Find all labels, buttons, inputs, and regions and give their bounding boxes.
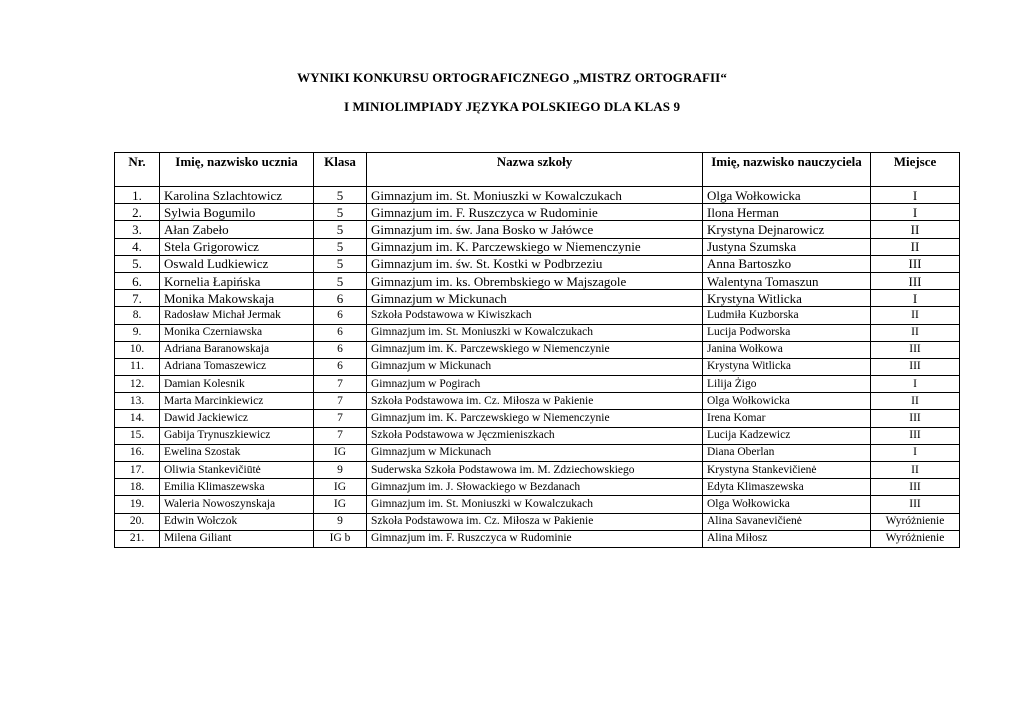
- row-number: 20.: [115, 513, 160, 530]
- school-name: Gimnazjum im. J. Słowackiego w Bezdanach: [367, 479, 703, 496]
- class-cell: 5: [314, 272, 367, 289]
- place-cell: II: [871, 307, 960, 324]
- row-number: 16.: [115, 444, 160, 461]
- place-cell: III: [871, 479, 960, 496]
- school-name: Gimnazjum w Mickunach: [367, 358, 703, 375]
- row-number: 5.: [115, 255, 160, 272]
- table-row: [115, 204, 960, 221]
- place-cell: Wyróżnienie: [871, 513, 960, 530]
- teacher-name: Edyta Klimaszewska: [703, 479, 871, 496]
- teacher-name: Krystyna Witlicka: [703, 358, 871, 375]
- class-cell: 6: [314, 307, 367, 324]
- school-name: Suderwska Szkoła Podstawowa im. M. Zdziechowskiego: [367, 462, 703, 479]
- place-cell: I: [871, 204, 960, 221]
- row-number: 15.: [115, 427, 160, 444]
- place-cell: III: [871, 496, 960, 513]
- school-name: Gimnazjum w Mickunach: [367, 444, 703, 461]
- school-name: Szkoła Podstawowa w Jęczmieniszkach: [367, 427, 703, 444]
- teacher-name: Irena Komar: [703, 410, 871, 427]
- results-table: [114, 152, 960, 548]
- school-name: Szkoła Podstawowa w Kiwiszkach: [367, 307, 703, 324]
- document-title: WYNIKI KONKURSU ORTOGRAFICZNEGO „MISTRZ ORTOGRAFII“: [297, 70, 727, 85]
- class-cell: 6: [314, 341, 367, 358]
- school-name: Gimnazjum im. F. Ruszczyca w Rudominie: [367, 204, 703, 221]
- place-cell: I: [871, 187, 960, 204]
- student-name: Ałan Zabeło: [160, 221, 314, 238]
- teacher-name: Lilija Żigo: [703, 376, 871, 393]
- student-name: Oliwia Stankevičiūtė: [160, 462, 314, 479]
- class-cell: 7: [314, 427, 367, 444]
- teacher-name: Alina Miłosz: [703, 530, 871, 547]
- row-number: 3.: [115, 221, 160, 238]
- class-cell: 5: [314, 187, 367, 204]
- school-name: Szkoła Podstawowa im. Cz. Miłosza w Pakienie: [367, 513, 703, 530]
- place-cell: III: [871, 341, 960, 358]
- student-name: Damian Kolesnik: [160, 376, 314, 393]
- place-cell: I: [871, 376, 960, 393]
- row-number: 12.: [115, 376, 160, 393]
- place-cell: III: [871, 255, 960, 272]
- teacher-name: Olga Wołkowicka: [703, 187, 871, 204]
- row-number: 10.: [115, 341, 160, 358]
- table-row: [115, 530, 960, 547]
- document-subtitle: I MINIOLIMPIADY JĘZYKA POLSKIEGO DLA KLAS 9: [343, 99, 681, 114]
- school-name: Gimnazjum w Mickunach: [367, 290, 703, 307]
- table-row: [115, 496, 960, 513]
- student-name: Marta Marcinkiewicz: [160, 393, 314, 410]
- row-number: 8.: [115, 307, 160, 324]
- student-name: Monika Makowskaja: [160, 290, 314, 307]
- teacher-name: Krystyna Dejnarowicz: [703, 221, 871, 238]
- class-cell: 9: [314, 513, 367, 530]
- place-cell: II: [871, 238, 960, 255]
- student-name: Dawid Jackiewicz: [160, 410, 314, 427]
- student-name: Waleria Nowoszynskaja: [160, 496, 314, 513]
- header-class: Klasa: [314, 153, 367, 187]
- table-row: [115, 187, 960, 204]
- row-number: 9.: [115, 324, 160, 341]
- teacher-name: Janina Wołkowa: [703, 341, 871, 358]
- school-name: Gimnazjum im. K. Parczewskiego w Niemenczynie: [367, 238, 703, 255]
- place-cell: II: [871, 324, 960, 341]
- class-cell: 6: [314, 290, 367, 307]
- table-row: [115, 462, 960, 479]
- table-row: [115, 290, 960, 307]
- teacher-name: Lucija Kadzewicz: [703, 427, 871, 444]
- place-cell: I: [871, 444, 960, 461]
- table-row: [115, 444, 960, 461]
- row-number: 14.: [115, 410, 160, 427]
- school-name: Gimnazjum im. K. Parczewskiego w Niemenczynie: [367, 410, 703, 427]
- table-row: [115, 255, 960, 272]
- table-row: [115, 307, 960, 324]
- student-name: Oswald Ludkiewicz: [160, 255, 314, 272]
- student-name: Radosław Michał Jermak: [160, 307, 314, 324]
- class-cell: 5: [314, 221, 367, 238]
- place-cell: II: [871, 462, 960, 479]
- place-cell: I: [871, 290, 960, 307]
- place-cell: Wyróżnienie: [871, 530, 960, 547]
- teacher-name: Diana Oberlan: [703, 444, 871, 461]
- row-number: 21.: [115, 530, 160, 547]
- school-name: Gimnazjum im. St. Moniuszki w Kowalczukach: [367, 324, 703, 341]
- row-number: 17.: [115, 462, 160, 479]
- header-student: Imię, nazwisko ucznia: [160, 153, 314, 187]
- school-name: Gimnazjum im. St. Moniuszki w Kowalczukach: [367, 187, 703, 204]
- place-cell: II: [871, 393, 960, 410]
- table-row: [115, 324, 960, 341]
- table-row: [115, 513, 960, 530]
- table-row: [115, 479, 960, 496]
- teacher-name: Krystyna Witlicka: [703, 290, 871, 307]
- row-number: 13.: [115, 393, 160, 410]
- header-nr: Nr.: [115, 153, 160, 187]
- teacher-name: Alina Savanevičienė: [703, 513, 871, 530]
- table-row: [115, 358, 960, 375]
- teacher-name: Justyna Szumska: [703, 238, 871, 255]
- student-name: Edwin Wołczok: [160, 513, 314, 530]
- student-name: Emilia Klimaszewska: [160, 479, 314, 496]
- class-cell: 7: [314, 410, 367, 427]
- student-name: Stela Grigorowicz: [160, 238, 314, 255]
- table-row: [115, 393, 960, 410]
- class-cell: IG: [314, 496, 367, 513]
- school-name: Szkoła Podstawowa im. Cz. Miłosza w Pakienie: [367, 393, 703, 410]
- teacher-name: Olga Wołkowicka: [703, 496, 871, 513]
- school-name: Gimnazjum w Pogirach: [367, 376, 703, 393]
- school-name: Gimnazjum im. K. Parczewskiego w Niemenczynie: [367, 341, 703, 358]
- class-cell: 6: [314, 324, 367, 341]
- class-cell: 7: [314, 393, 367, 410]
- student-name: Monika Czerniawska: [160, 324, 314, 341]
- table-row: [115, 427, 960, 444]
- class-cell: 7: [314, 376, 367, 393]
- class-cell: 9: [314, 462, 367, 479]
- header-place: Miejsce: [871, 153, 960, 187]
- table-row: [115, 272, 960, 289]
- class-cell: 5: [314, 238, 367, 255]
- place-cell: II: [871, 221, 960, 238]
- school-name: Gimnazjum im. św. Jana Bosko w Jałówce: [367, 221, 703, 238]
- table-row: [115, 238, 960, 255]
- row-number: 11.: [115, 358, 160, 375]
- row-number: 7.: [115, 290, 160, 307]
- teacher-name: Lucija Podworska: [703, 324, 871, 341]
- row-number: 1.: [115, 187, 160, 204]
- table-row: [115, 410, 960, 427]
- student-name: Gabija Trynuszkiewicz: [160, 427, 314, 444]
- table-row: [115, 221, 960, 238]
- school-name: Gimnazjum im. St. Moniuszki w Kowalczukach: [367, 496, 703, 513]
- class-cell: IG: [314, 479, 367, 496]
- school-name: Gimnazjum im. św. St. Kostki w Podbrzeziu: [367, 255, 703, 272]
- table-body: [115, 187, 960, 548]
- student-name: Sylwia Bogumilo: [160, 204, 314, 221]
- class-cell: IG: [314, 444, 367, 461]
- table-row: [115, 376, 960, 393]
- row-number: 6.: [115, 272, 160, 289]
- teacher-name: Walentyna Tomaszun: [703, 272, 871, 289]
- header-teacher: Imię, nazwisko nauczyciela: [703, 153, 871, 187]
- school-name: Gimnazjum im. ks. Obrembskiego w Majszagole: [367, 272, 703, 289]
- class-cell: 6: [314, 358, 367, 375]
- teacher-name: Olga Wołkowicka: [703, 393, 871, 410]
- place-cell: III: [871, 358, 960, 375]
- school-name: Gimnazjum im. F. Ruszczyca w Rudominie: [367, 530, 703, 547]
- header-school: Nazwa szkoły: [367, 153, 703, 187]
- place-cell: III: [871, 410, 960, 427]
- place-cell: III: [871, 272, 960, 289]
- teacher-name: Anna Bartoszko: [703, 255, 871, 272]
- row-number: 18.: [115, 479, 160, 496]
- table-row: [115, 341, 960, 358]
- class-cell: 5: [314, 255, 367, 272]
- student-name: Ewelina Szostak: [160, 444, 314, 461]
- row-number: 19.: [115, 496, 160, 513]
- class-cell: IG b: [314, 530, 367, 547]
- teacher-name: Krystyna Stankevičienė: [703, 462, 871, 479]
- student-name: Kornelia Łapińska: [160, 272, 314, 289]
- student-name: Adriana Baranowskaja: [160, 341, 314, 358]
- student-name: Adriana Tomaszewicz: [160, 358, 314, 375]
- table-header-row: [115, 153, 960, 187]
- teacher-name: Ludmiła Kuzborska: [703, 307, 871, 324]
- place-cell: III: [871, 427, 960, 444]
- row-number: 4.: [115, 238, 160, 255]
- student-name: Karolina Szlachtowicz: [160, 187, 314, 204]
- row-number: 2.: [115, 204, 160, 221]
- student-name: Milena Giliant: [160, 530, 314, 547]
- class-cell: 5: [314, 204, 367, 221]
- teacher-name: Ilona Herman: [703, 204, 871, 221]
